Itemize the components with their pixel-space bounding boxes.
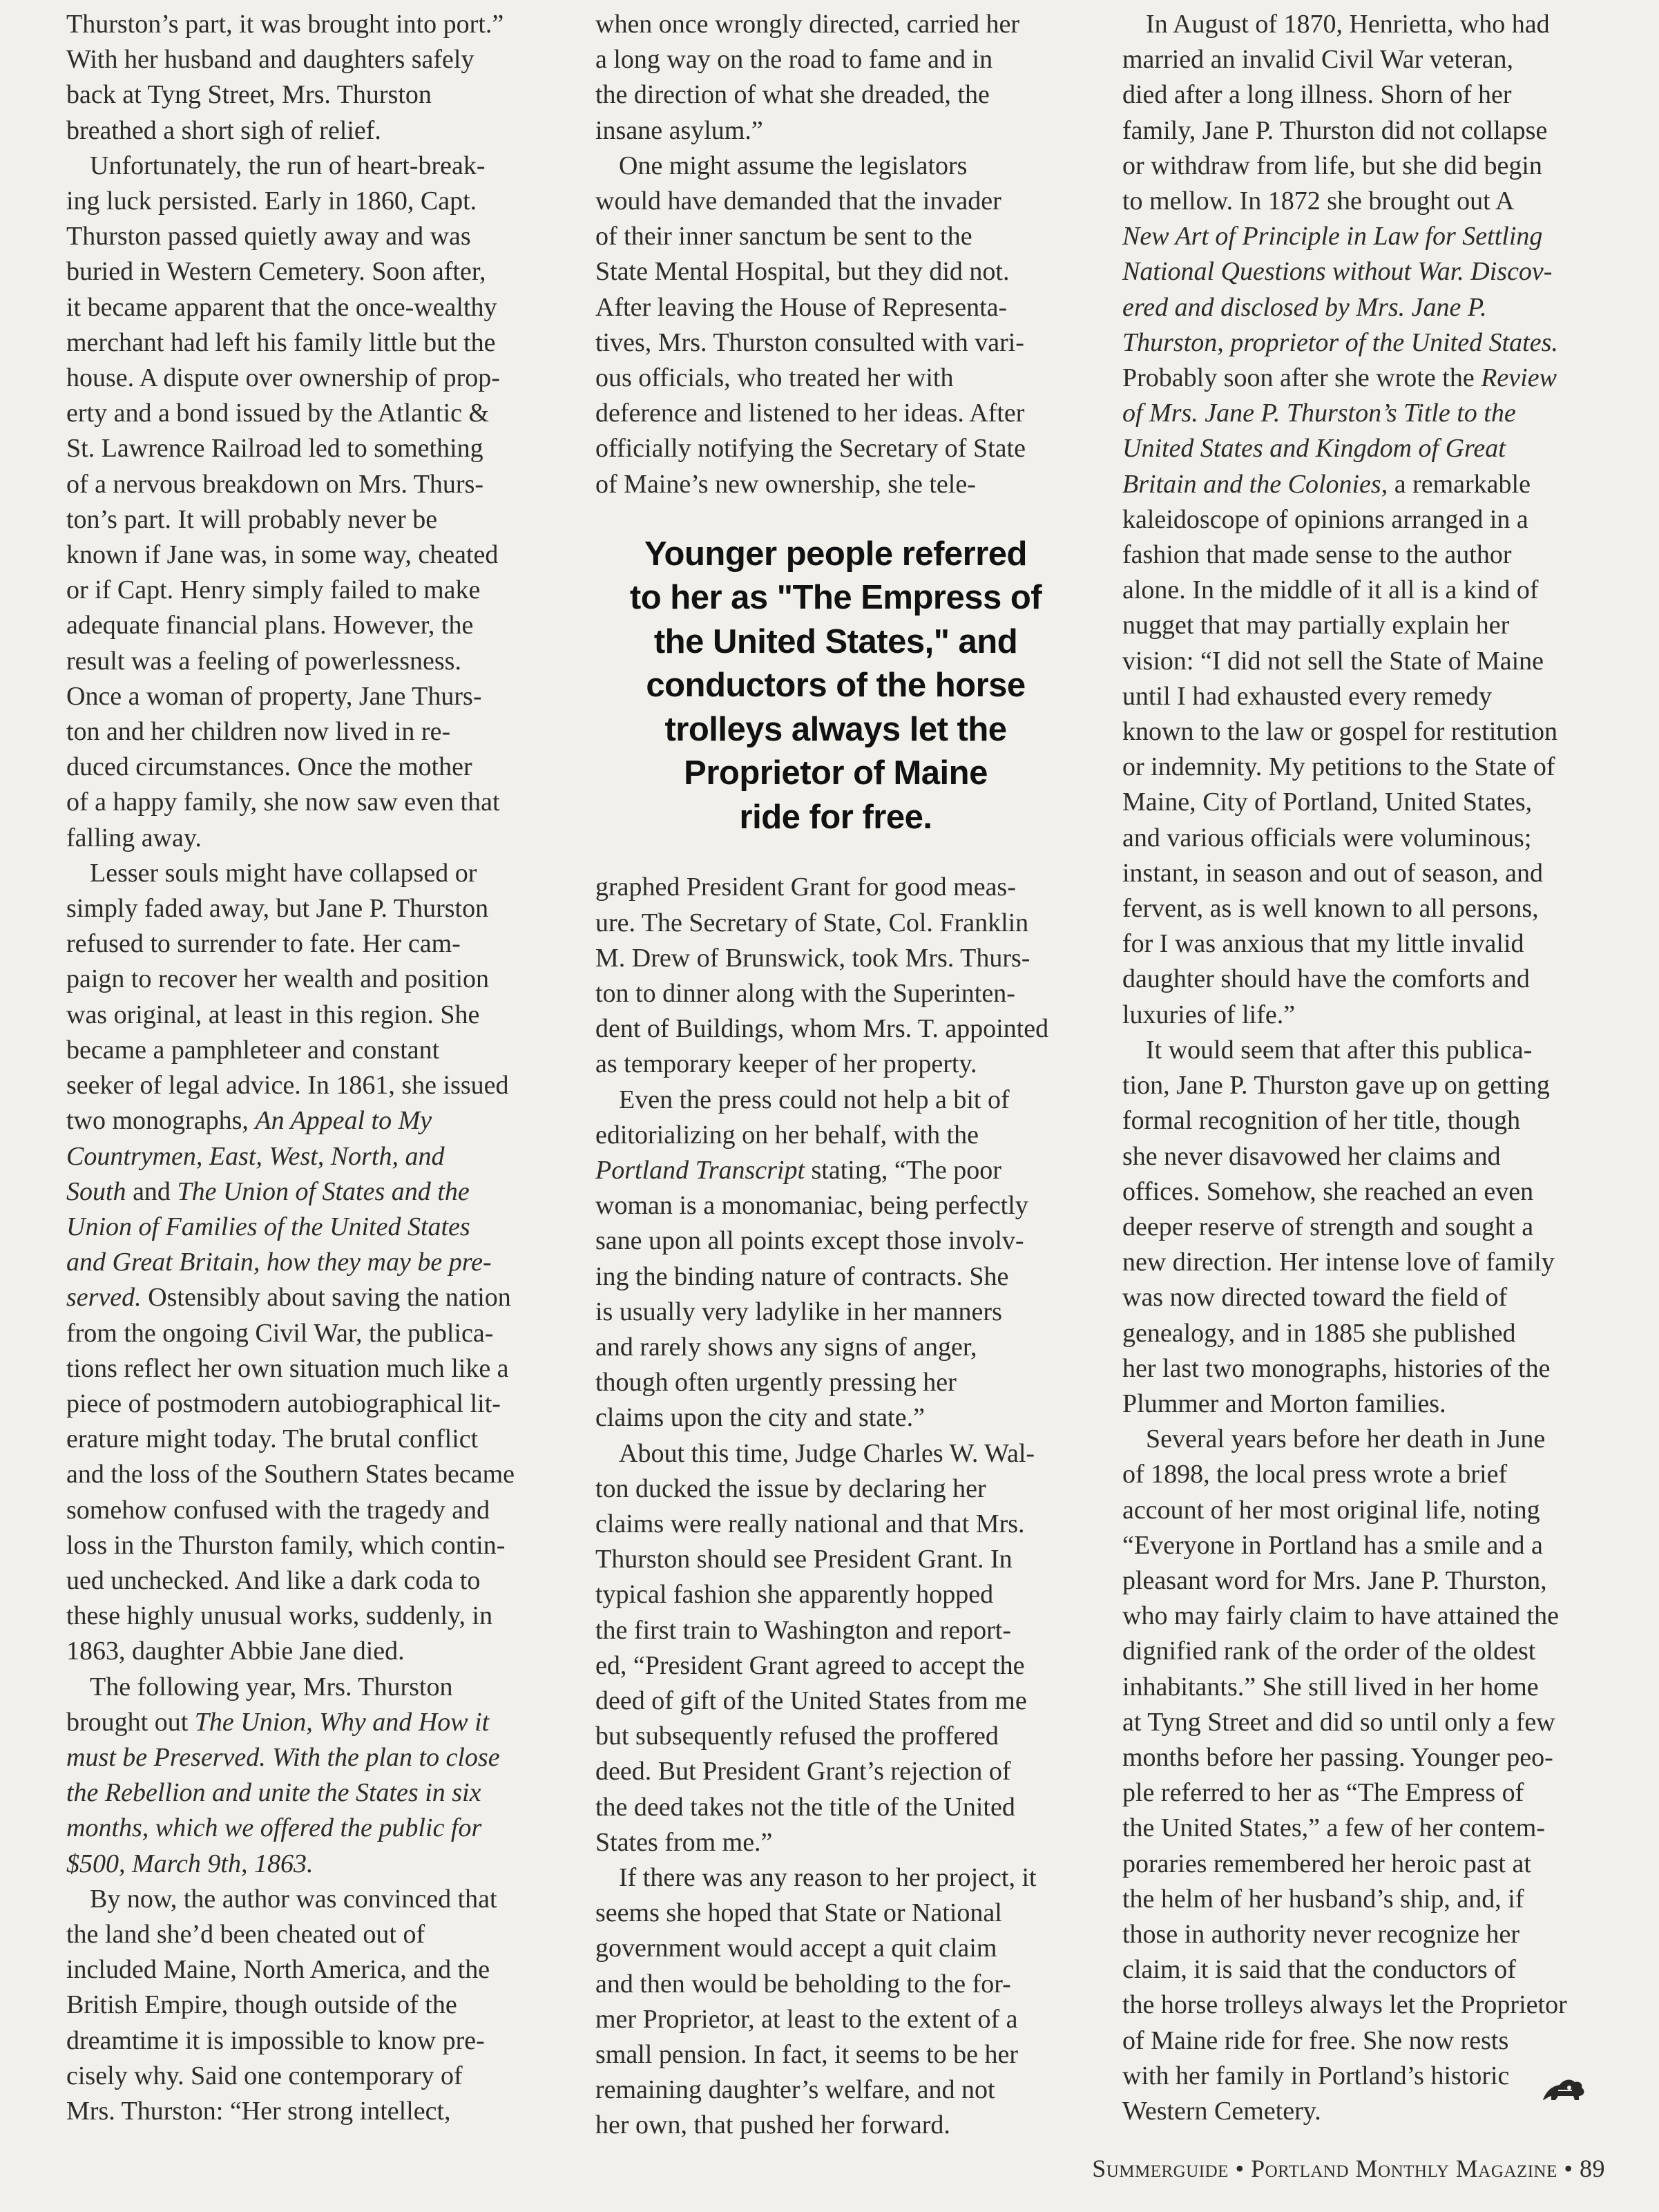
text-line: simply faded away, but Jane P. Thurston <box>66 894 489 924</box>
text-line: of Mrs. Jane P. Thurston’s Title to the <box>1122 399 1516 428</box>
text-line: deed of gift of the United States from me <box>595 1686 1027 1716</box>
text-line: would have demanded that the invader <box>595 187 1001 216</box>
text-line: Thurston passed quietly away and was <box>66 222 471 251</box>
text-line: tions reflect her own situation much like a <box>66 1353 509 1383</box>
text-line: cisely why. Said one contemporary of <box>66 2061 463 2090</box>
text-line: United States and Kingdom of Great <box>1122 434 1506 464</box>
text-line: buried in Western Cemetery. Soon after, <box>66 257 486 287</box>
text-line: the helm of her husband’s ship, and, if <box>1122 1884 1524 1914</box>
text-line: ure. The Secretary of State, Col. Franklin <box>595 908 1029 937</box>
text-line: deed. But President Grant’s rejection of <box>595 1757 1011 1786</box>
text-line: Thurston’s part, it was brought into port.” <box>66 10 504 39</box>
text-line: typical fashion she apparently hopped <box>595 1580 994 1610</box>
text-line: Several years before her death in June <box>1146 1424 1546 1454</box>
text-line: to her as "The Empress of <box>629 579 1042 617</box>
text-line: months before her passing. Younger peo- <box>1122 1742 1553 1772</box>
text-line: these highly unusual works, suddenly, in <box>66 1601 493 1631</box>
text-line: British Empire, though outside of the <box>66 1990 457 2020</box>
pull-quote <box>595 533 1076 840</box>
text-line: the United States," and <box>653 622 1018 660</box>
text-line: was now directed toward the field of <box>1122 1283 1508 1313</box>
text-line: woman is a monomaniac, being perfectly <box>595 1191 1028 1221</box>
text-line: served. Ostensibly about saving the nation <box>66 1283 511 1313</box>
text-line: Britain and the Colonies, a remarkable <box>1122 469 1531 499</box>
text-line: mer Proprietor, at least to the extent of a <box>595 2004 1018 2034</box>
text-line: The following year, Mrs. Thurston <box>90 1672 453 1701</box>
text-line: insane asylum.” <box>595 115 763 145</box>
text-line: refused to surrender to fate. Her cam- <box>66 929 461 959</box>
text-line: the land she’d been cheated out of <box>66 1919 425 1949</box>
text-line: tion, Jane P. Thurston gave up on getting <box>1122 1071 1550 1100</box>
text-line: seeker of legal advice. In 1861, she issued <box>66 1071 509 1100</box>
text-line: piece of postmodern autobiographical lit- <box>66 1389 501 1418</box>
text-line: One might assume the legislators <box>619 151 968 180</box>
text-line: adequate financial plans. However, the <box>66 611 474 640</box>
text-line: State Mental Hospital, but they did not. <box>595 257 1010 287</box>
text-line: of Maine’s new ownership, she tele- <box>595 469 976 499</box>
text-line: the Rebellion and unite the States in six <box>66 1778 481 1808</box>
text-line: new direction. Her intense love of family <box>1122 1248 1555 1277</box>
text-line: two monographs, An Appeal to My <box>66 1106 432 1136</box>
text-line: ton ducked the issue by declaring her <box>595 1474 986 1503</box>
text-line: became a pamphleteer and constant <box>66 1035 440 1065</box>
text-line: South and The Union of States and the <box>66 1176 470 1206</box>
text-line: must be Preserved. With the plan to close <box>66 1742 500 1772</box>
text-line: and the loss of the Southern States became <box>66 1460 515 1489</box>
text-line: deeper reserve of strength and sought a <box>1122 1212 1534 1241</box>
text-line: instant, in season and out of season, and <box>1122 858 1543 888</box>
text-line: with her family in Portland’s historic <box>1122 2061 1510 2090</box>
text-line: married an invalid Civil War veteran, <box>1122 45 1514 75</box>
text-line: claim, it is said that the conductors of <box>1122 1955 1516 1985</box>
text-line: offices. Somehow, she reached an even <box>1122 1176 1534 1206</box>
text-line: Younger people referred <box>644 535 1027 573</box>
text-line: “Everyone in Portland has a smile and a <box>1122 1530 1543 1560</box>
text-line: Thurston should see President Grant. In <box>595 1545 1013 1574</box>
text-line: Mrs. Thurston: “Her strong intellect, <box>66 2096 451 2126</box>
footer-bullet: • <box>1235 2155 1245 2182</box>
text-line: New Art of Principle in Law for Settling <box>1122 222 1543 251</box>
text-line: ton and her children now lived in re- <box>66 717 451 747</box>
text-line: she never disavowed her claims and <box>1122 1141 1501 1171</box>
text-line: ple referred to her as “The Empress of <box>1122 1778 1524 1808</box>
text-line: Probably soon after she wrote the Review <box>1122 363 1557 393</box>
text-line: St. Lawrence Railroad led to something <box>66 434 483 464</box>
text-line: and then would be beholding to the for- <box>595 1969 1011 1999</box>
text-line: National Questions without War. Discov- <box>1122 257 1553 287</box>
text-line: graphed President Grant for good meas- <box>595 873 1016 902</box>
text-line: Portland Transcript stating, “The poor <box>595 1155 1001 1185</box>
text-line: pleasant word for Mrs. Jane P. Thurston, <box>1122 1565 1547 1595</box>
text-line: the first train to Washington and report- <box>595 1615 1011 1645</box>
text-line: ous officials, who treated her with <box>595 363 954 393</box>
text-line: With her husband and daughters safely <box>66 45 474 75</box>
text-line: result was a feeling of powerlessness. <box>66 646 461 676</box>
text-line: of a nervous breakdown on Mrs. Thurs- <box>66 469 484 499</box>
text-line: nugget that may partially explain her <box>1122 611 1510 640</box>
text-line: until I had exhausted every remedy <box>1122 681 1492 711</box>
text-line: genealogy, and in 1885 she published <box>1122 1318 1516 1348</box>
text-line: but subsequently refused the proffered <box>595 1722 999 1751</box>
text-line: known if Jane was, in some way, cheated <box>66 540 499 570</box>
text-line: ing luck persisted. Early in 1860, Capt. <box>66 187 477 216</box>
text-line: ued unchecked. And like a dark coda to <box>66 1565 481 1595</box>
text-line: known to the law or gospel for restitution <box>1122 717 1558 747</box>
text-line: 1863, daughter Abbie Jane died. <box>66 1637 405 1666</box>
text-line: Thurston, proprietor of the United States. <box>1122 327 1558 357</box>
column-2-text-bottom <box>595 870 1076 2143</box>
text-line: small pension. In fact, it seems to be her <box>595 2040 1019 2070</box>
page-footer <box>1092 2154 1605 2183</box>
text-line: tives, Mrs. Thurston consulted with vari- <box>595 327 1024 357</box>
text-line: vision: “I did not sell the State of Maine <box>1122 646 1544 676</box>
text-line: back at Tyng Street, Mrs. Thurston <box>66 80 432 110</box>
text-line: trolleys always let the <box>664 710 1007 748</box>
text-line: ton’s part. It will probably never be <box>66 504 438 534</box>
text-line: the United States,” a few of her contem- <box>1122 1813 1545 1843</box>
text-line: fervent, as is well known to all persons, <box>1122 894 1539 924</box>
text-line: her own, that pushed her forward. <box>595 2110 950 2140</box>
text-line: house. A dispute over ownership of prop- <box>66 363 500 393</box>
text-line: In August of 1870, Henrietta, who had <box>1146 10 1550 39</box>
text-line: Maine, City of Portland, United States, <box>1122 788 1533 817</box>
text-line: Unfortunately, the run of heart-break- <box>90 151 486 180</box>
text-line: claims upon the city and state.” <box>595 1403 925 1433</box>
text-line: of Maine ride for free. She now rests <box>1122 2025 1509 2055</box>
text-line: duced circumstances. Once the mother <box>66 752 472 782</box>
article-column-3 <box>1122 7 1606 2129</box>
text-line: alone. In the middle of it all is a kind of <box>1122 575 1539 605</box>
text-line: loss in the Thurston family, which contin- <box>66 1530 506 1560</box>
text-line: brought out The Union, Why and How it <box>66 1707 490 1737</box>
text-line: luxuries of life.” <box>1122 1000 1296 1029</box>
text-line: the direction of what she dreaded, the <box>595 80 990 110</box>
text-line: and various officials were voluminous; <box>1122 823 1532 852</box>
page-number: 89 <box>1580 2155 1605 2182</box>
text-line: breathed a short sigh of relief. <box>66 115 381 145</box>
text-line: remaining daughter’s welfare, and not <box>595 2075 995 2105</box>
text-line: account of her most original life, noting <box>1122 1495 1540 1525</box>
text-line: editorializing on her behalf, with the <box>595 1120 979 1150</box>
text-line: Countrymen, East, West, North, and <box>66 1141 445 1171</box>
text-line: and Great Britain, how they may be pre- <box>66 1248 492 1277</box>
text-line: It would seem that after this publica- <box>1146 1035 1533 1065</box>
text-line: Lesser souls might have collapsed or <box>90 858 477 888</box>
text-line: dreamtime it is impossible to know pre- <box>66 2025 485 2055</box>
text-line: Even the press could not help a bit of <box>619 1085 1010 1114</box>
text-line: of 1898, the local press wrote a brief <box>1122 1460 1508 1489</box>
text-line: when once wrongly directed, carried her <box>595 10 1020 39</box>
text-line: conductors of the horse <box>646 667 1026 705</box>
text-line: or indemnity. My petitions to the State of <box>1122 752 1555 782</box>
text-line: it became apparent that the once-wealthy <box>66 292 497 322</box>
text-line: her last two monographs, histories of the <box>1122 1353 1551 1383</box>
text-line: is usually very ladylike in her manners <box>595 1297 1002 1326</box>
text-line: or if Capt. Henry simply failed to make <box>66 575 481 605</box>
text-line: erature might today. The brutal conflict <box>66 1424 479 1454</box>
text-line: for I was anxious that my little invalid <box>1122 929 1524 959</box>
text-line: $500, March 9th, 1863. <box>66 1849 314 1878</box>
text-line: to mellow. In 1872 she brought out A <box>1122 187 1515 216</box>
text-line: ton to dinner along with the Superinten- <box>595 978 1015 1008</box>
text-line: from the ongoing Civil War, the publica- <box>66 1318 494 1348</box>
article-column-2 <box>595 7 1076 2144</box>
column-2-text-top <box>595 7 1076 502</box>
text-line: though often urgently pressing her <box>595 1368 957 1398</box>
text-line: Once a woman of property, Jane Thurs- <box>66 681 482 711</box>
text-line: of a happy family, she now saw even that <box>66 788 500 817</box>
text-line: ed, “President Grant agreed to accept the <box>595 1650 1025 1680</box>
text-line: sane upon all points except those involv- <box>595 1226 1024 1256</box>
text-line: those in authority never recognize her <box>1122 1919 1520 1949</box>
end-mark-icon <box>1539 2074 1589 2104</box>
text-line: ered and disclosed by Mrs. Jane P. <box>1122 292 1487 322</box>
text-line: was original, at least in this region. She <box>66 1000 480 1029</box>
text-line: Proprietor of Maine <box>684 754 988 792</box>
text-line: ride for free. <box>739 798 932 836</box>
text-line: If there was any reason to her project, it <box>619 1863 1037 1893</box>
text-line: kaleidoscope of opinions arranged in a <box>1122 504 1528 534</box>
article-column-1 <box>66 7 550 2129</box>
footer-section: Summerguide <box>1092 2155 1229 2182</box>
text-line: as temporary keeper of her property. <box>595 1049 977 1079</box>
text-line: fashion that made sense to the author <box>1122 540 1512 570</box>
text-line: falling away. <box>66 823 202 852</box>
text-line: deference and listened to her ideas. After <box>595 399 1025 428</box>
text-line: paign to recover her wealth and position <box>66 964 490 994</box>
text-line: Union of Families of the United States <box>66 1212 470 1241</box>
text-line: the deed takes not the title of the United <box>595 1792 1015 1822</box>
text-line: ing the binding nature of contracts. She <box>595 1261 1009 1291</box>
text-line: inhabitants.” She still lived in her home <box>1122 1672 1539 1701</box>
text-line: merchant had left his family little but the <box>66 327 496 357</box>
text-line: After leaving the House of Representa- <box>595 292 1008 322</box>
text-line: dignified rank of the order of the oldest <box>1122 1637 1536 1666</box>
text-line: somehow confused with the tragedy and <box>66 1495 490 1525</box>
text-line: poraries remembered her heroic past at <box>1122 1849 1531 1878</box>
text-line: a long way on the road to fame and in <box>595 45 993 75</box>
text-line: at Tyng Street and did so until only a few <box>1122 1707 1555 1737</box>
text-line: included Maine, North America, and the <box>66 1955 490 1985</box>
text-line: officially notifying the Secretary of State <box>595 434 1026 464</box>
text-line: dent of Buildings, whom Mrs. T. appointed <box>595 1014 1049 1044</box>
footer-publication: Portland Monthly Magazine <box>1251 2155 1557 2182</box>
text-line: By now, the author was convinced that <box>90 1884 497 1914</box>
text-line: M. Drew of Brunswick, took Mrs. Thurs- <box>595 943 1030 973</box>
text-line: seems she hoped that State or National <box>595 1898 1002 1928</box>
text-line: died after a long illness. Shorn of her <box>1122 80 1512 110</box>
text-line: States from me.” <box>595 1827 773 1857</box>
text-line: or withdraw from life, but she did begin <box>1122 151 1542 180</box>
text-line: erty and a bond issued by the Atlantic & <box>66 399 490 428</box>
text-line: formal recognition of her title, though <box>1122 1106 1521 1136</box>
text-line: of their inner sanctum be sent to the <box>595 222 972 251</box>
text-line: Plummer and Morton families. <box>1122 1389 1446 1418</box>
text-line: government would accept a quit claim <box>595 1934 997 1963</box>
footer-bullet: • <box>1564 2155 1573 2182</box>
text-line: the horse trolleys always let the Proprietor <box>1122 1990 1567 2020</box>
text-line: months, which we offered the public for <box>66 1813 482 1843</box>
text-line: and rarely shows any signs of anger, <box>595 1332 977 1362</box>
text-line: About this time, Judge Charles W. Wal- <box>619 1438 1035 1468</box>
text-line: Western Cemetery. <box>1122 2096 1321 2126</box>
text-line: claims were really national and that Mrs. <box>595 1509 1025 1538</box>
text-line: family, Jane P. Thurston did not collapse <box>1122 115 1548 145</box>
text-line: who may fairly claim to have attained the <box>1122 1601 1560 1631</box>
text-line: daughter should have the comforts and <box>1122 964 1530 994</box>
